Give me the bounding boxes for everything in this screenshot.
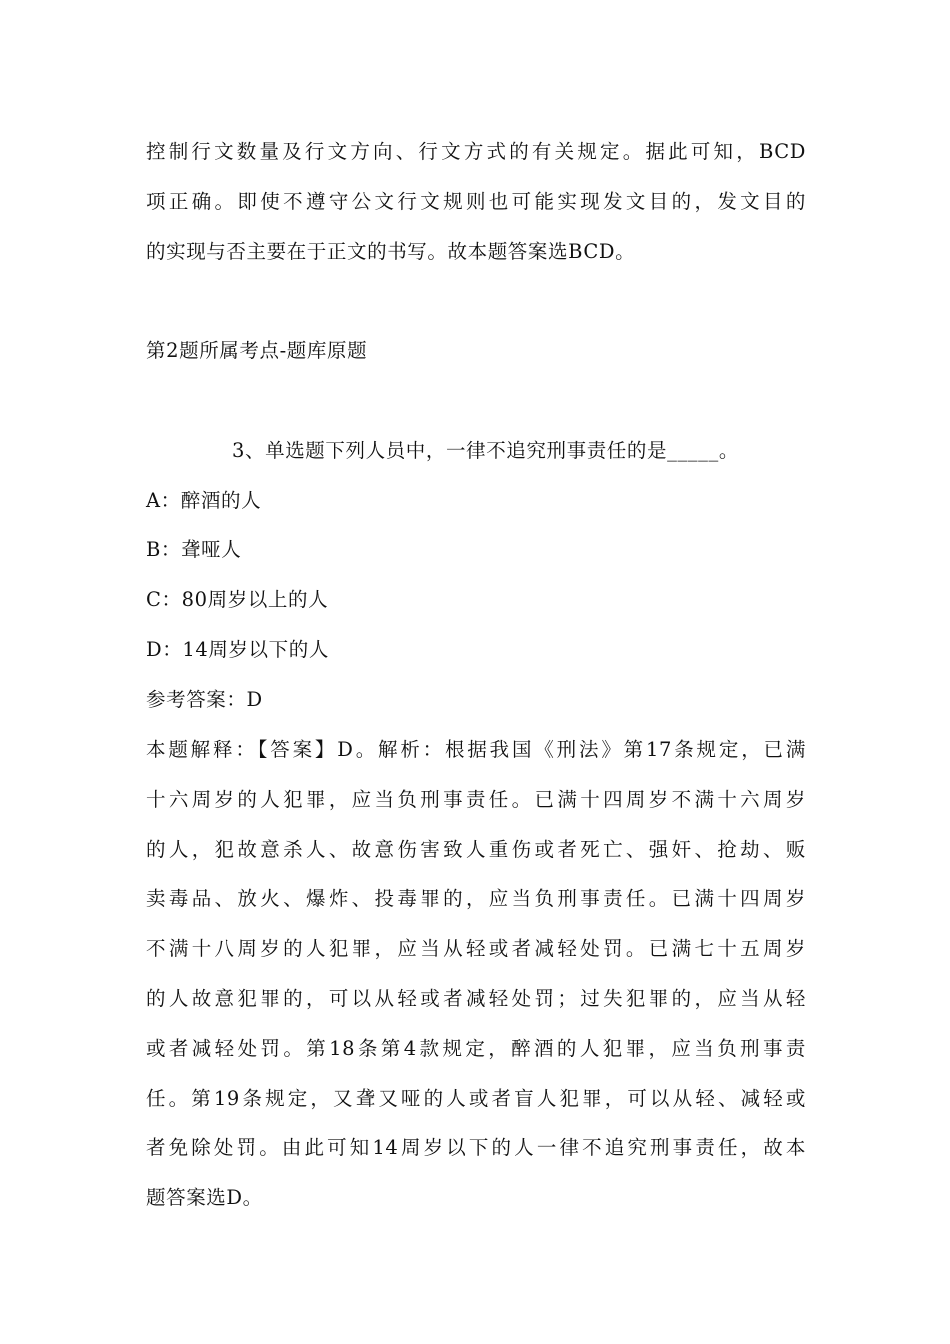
explanation-line-8: 任。第19条规定，又聋又哑的人或者盲人犯罪，可以从轻、减轻或 xyxy=(146,1087,806,1110)
explanation-line-1: 本题解释：【答案】D。解析：根据我国《刑法》第17条规定，已满 xyxy=(146,738,806,761)
explanation-line-10: 题答案选D。 xyxy=(146,1186,263,1209)
explanation-line-3: 的人，犯故意杀人、故意伤害致人重伤或者死亡、强奸、抢劫、贩 xyxy=(146,838,806,861)
explanation-line-6: 的人故意犯罪的，可以从轻或者减轻处罚；过失犯罪的，应当从轻 xyxy=(146,987,806,1010)
option-b: B：聋哑人 xyxy=(146,538,242,561)
explanation-line-4: 卖毒品、放火、爆炸、投毒罪的，应当负刑事责任。已满十四周岁 xyxy=(146,887,806,910)
explanation-line-5: 不满十八周岁的人犯罪，应当从轻或者减轻处罚。已满七十五周岁 xyxy=(146,937,806,960)
question3-stem: 3、单选题下列人员中，一律不追究刑事责任的是_____。 xyxy=(232,439,739,462)
explanation-line-9: 者免除处罚。由此可知14周岁以下的人一律不追究刑事责任，故本 xyxy=(146,1136,806,1159)
prev-explanation-line-2: 项正确。即使不遵守公文行文规则也可能实现发文目的，发文目的 xyxy=(146,190,806,213)
option-a: A：醉酒的人 xyxy=(146,489,262,512)
explanation-line-2: 十六周岁的人犯罪，应当负刑事责任。已满十四周岁不满十六周岁 xyxy=(146,788,806,811)
prev-explanation-line-1: 控制行文数量及行文方向、行文方式的有关规定。据此可知，BCD xyxy=(146,140,806,163)
q2-topic: 第2题所属考点-题库原题 xyxy=(146,339,368,362)
prev-explanation-line-3: 的实现与否主要在于正文的书写。故本题答案选BCD。 xyxy=(146,240,636,263)
explanation-line-7: 或者减轻处罚。第18条第4款规定，醉酒的人犯罪，应当负刑事责 xyxy=(146,1037,806,1060)
reference-answer: 参考答案：D xyxy=(146,688,263,711)
option-c: C：80周岁以上的人 xyxy=(146,588,329,611)
option-d: D：14周岁以下的人 xyxy=(146,638,329,661)
